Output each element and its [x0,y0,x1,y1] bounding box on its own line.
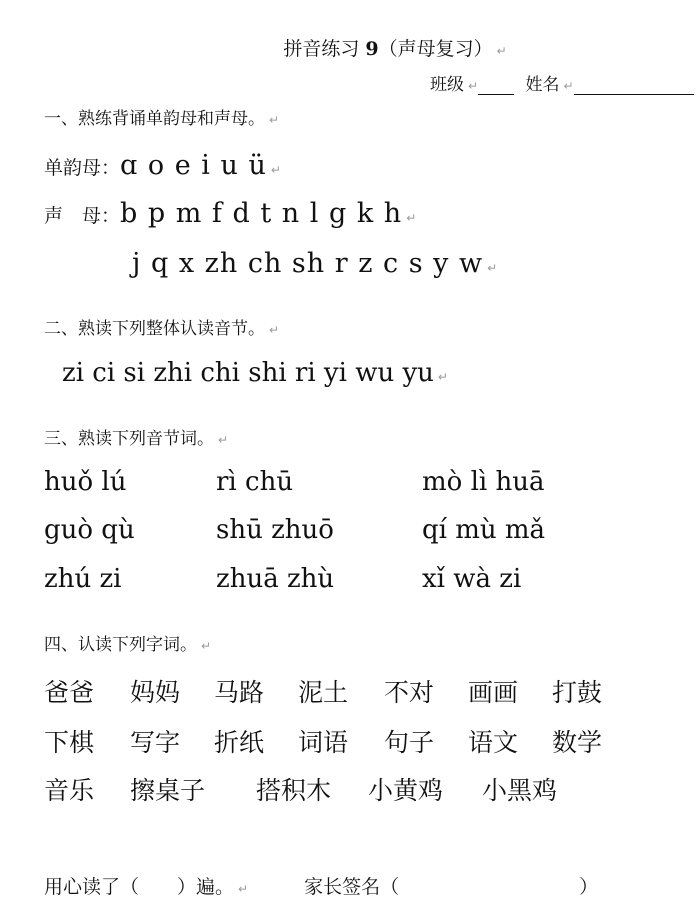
paragraph-mark-icon: ↵ [496,44,507,58]
char-word: 泥土 [298,678,349,707]
syllable-word: zhú zi [44,564,122,594]
section-4-heading: 四、认读下列字词。 ↵ [44,635,212,655]
char-word: 不对 [384,678,435,707]
class-label: 班级 [430,75,464,95]
syllable-word: rì chū [216,467,294,497]
lesson-number: 9 [365,38,379,60]
char-word: 数学 [552,728,603,757]
parent-signature-label: 家长签名（ [304,876,400,898]
char-word: 小黄鸡 [368,776,444,805]
class-blank[interactable] [478,76,514,95]
syllable-word: huǒ lú [44,467,127,497]
finals-label: 单韵母： [44,157,121,179]
syllable-word: qí mù mǎ [422,515,546,545]
initials-letters-1: b p m f d t n l g k h [120,198,403,229]
initials-letters-2: j q x zh ch sh r z c s y w [132,248,484,279]
char-word: 折纸 [214,728,265,757]
student-info [430,70,694,95]
char-word: 爸爸 [44,678,95,707]
paragraph-mark-icon: ↵ [437,370,448,384]
paragraph-mark-icon: ↵ [487,261,498,275]
signature-close-paren: ） [579,876,599,898]
syllable-word: zhuā zhù [216,564,335,594]
page-title: 拼音练习 9（声母复习） ↵ [283,38,507,60]
paragraph-mark-icon: ↵ [406,211,417,225]
paragraph-mark-icon: ↵ [270,163,281,177]
char-word: 擦桌子 [130,776,206,805]
syllable-word: shū zhuō [216,515,334,545]
char-word: 下棋 [44,728,95,757]
section-2-heading: 二、熟读下列整体认读音节。 ↵ [44,319,280,339]
char-word: 句子 [384,728,435,757]
paragraph-mark-icon: ↵ [269,113,280,127]
paragraph-mark-icon: ↵ [201,639,212,653]
syllable-word: guò qù [44,515,135,545]
section-1-heading: 一、熟练背诵单韵母和声母。 ↵ [44,109,280,129]
char-word: 语文 [468,728,519,757]
footer-row [44,872,598,899]
finals-row [44,150,281,181]
char-word: 画画 [468,678,519,707]
char-word: 打鼓 [552,678,603,707]
whole-syllables: zi ci si zhi chi shi ri yi wu yu [62,358,434,388]
paragraph-mark-icon: ↵ [563,79,574,93]
char-word: 音乐 [44,776,95,805]
char-word: 写字 [130,728,181,757]
paragraph-mark-icon: ↵ [238,882,249,896]
char-word: 小黑鸡 [482,776,558,805]
paragraph-mark-icon: ↵ [218,433,229,447]
syllable-word: xǐ wà zi [422,564,522,594]
paragraph-mark-icon: ↵ [468,79,479,93]
initials-row-1 [44,198,416,229]
syllable-word: mò lì huā [422,467,545,497]
char-word: 搭积木 [256,776,332,805]
finals-letters: ɑ o e i u ü [120,150,267,181]
read-count-text: 用心读了（ ）遍。 [44,876,235,898]
initials-row-2 [132,248,497,279]
paragraph-mark-icon: ↵ [269,323,280,337]
whole-syllables-row [62,358,448,388]
section-3-heading: 三、熟读下列音节词。 ↵ [44,429,229,449]
name-label: 姓名 [525,75,560,95]
char-word: 词语 [298,728,349,757]
initials-label: 声 母： [44,205,121,227]
char-word: 妈妈 [130,678,181,707]
name-blank[interactable] [574,76,694,95]
char-word: 马路 [214,678,265,707]
